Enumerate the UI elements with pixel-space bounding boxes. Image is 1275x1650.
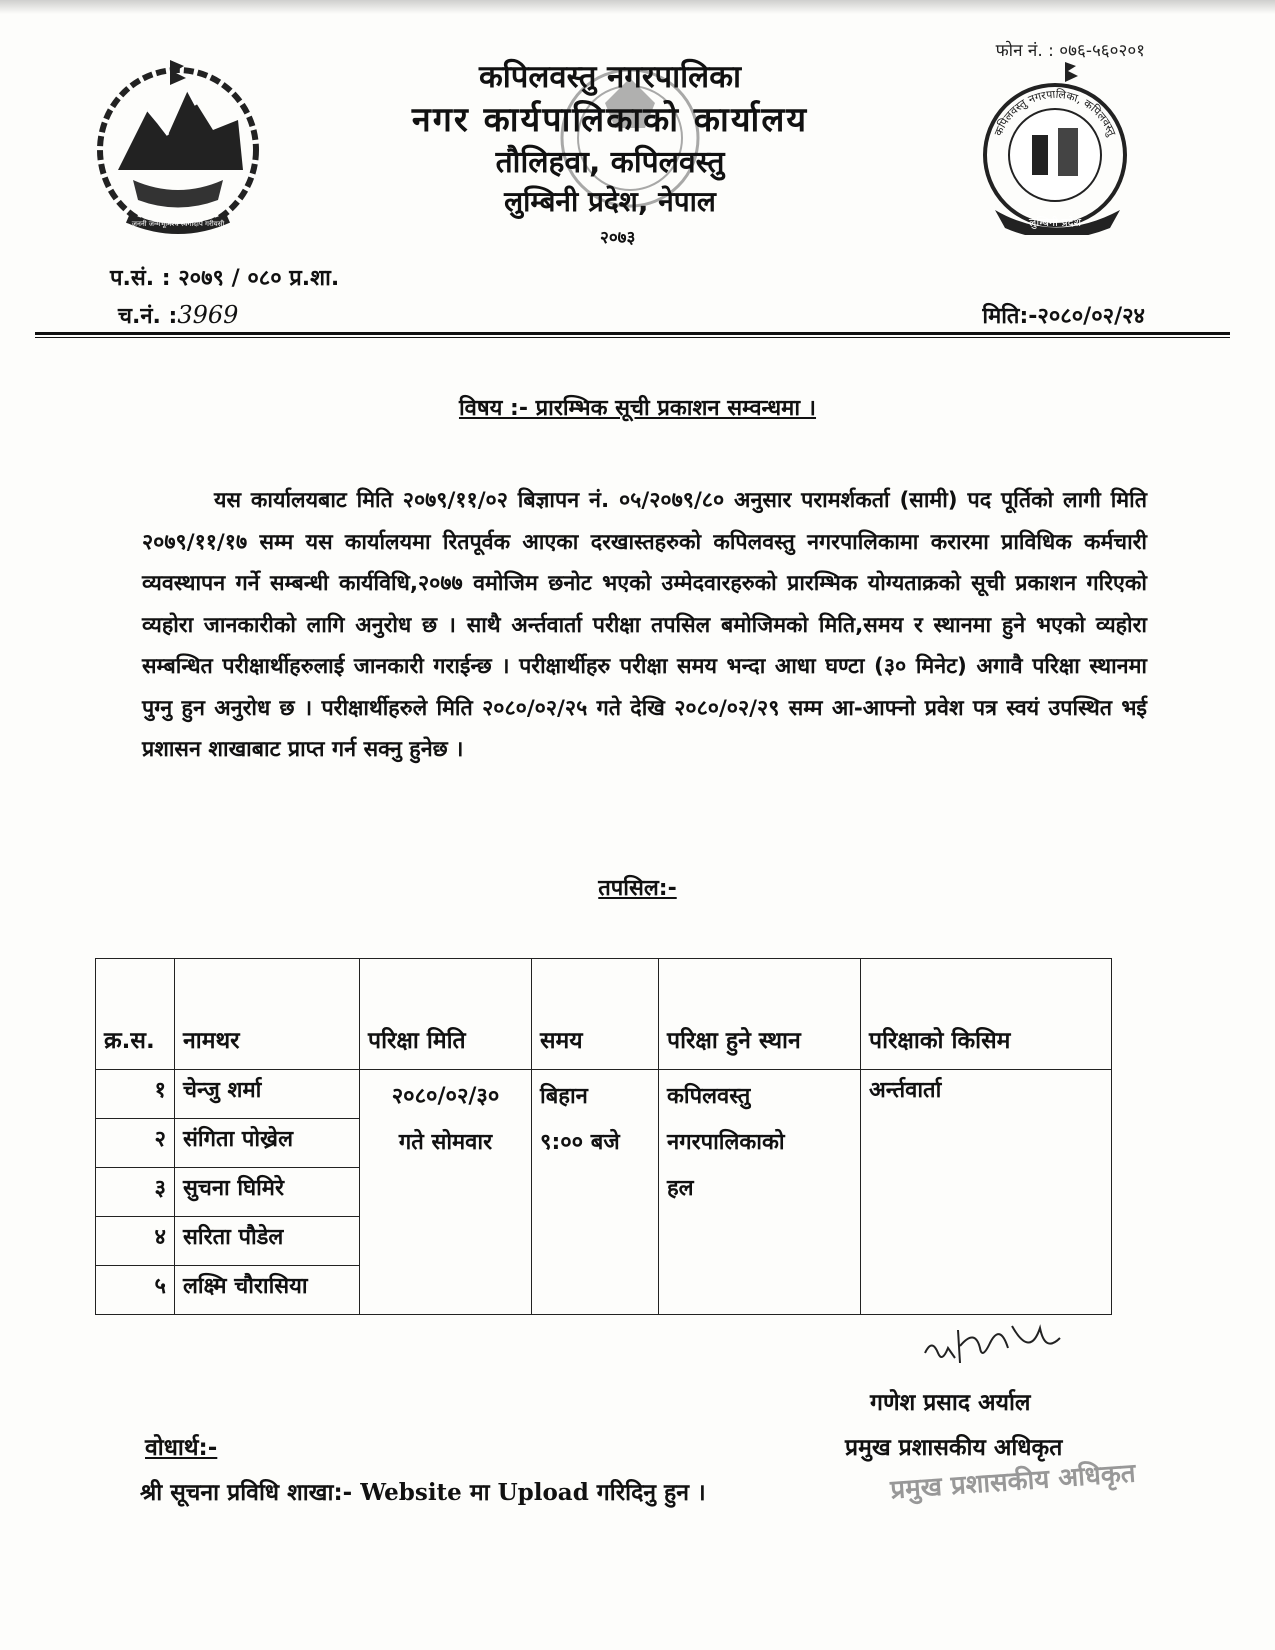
reference-number: प.सं. : २०७९ / ०८० प्र.शा. bbox=[110, 266, 340, 291]
recipient-website: Website bbox=[360, 1479, 462, 1506]
office-address: तौलिहवा, कपिलवस्तु bbox=[495, 145, 725, 181]
row-name: सरिता पौडेल bbox=[175, 1217, 360, 1266]
table-row bbox=[96, 1070, 1112, 1119]
recipient-ma: मा bbox=[469, 1480, 490, 1506]
subject-line bbox=[0, 392, 1275, 422]
exam-time: ९:०० बजे bbox=[540, 1130, 620, 1155]
col-header-venue: परिक्षा हुने स्थान bbox=[659, 959, 861, 1070]
candidate-table bbox=[95, 958, 1112, 1315]
subject-text: विषय :- प्रारम्भिक सूची प्रकाशन सम्वन्धमा । bbox=[458, 396, 817, 421]
row-sn: १ bbox=[96, 1070, 175, 1119]
col-header-exam-date: परिक्षा मिति bbox=[360, 959, 532, 1070]
office-name: नगर कार्यपालिकाको कार्यालय bbox=[411, 99, 809, 140]
exam-time-period: बिहान bbox=[540, 1084, 588, 1109]
recipient-upload: Upload bbox=[497, 1479, 589, 1506]
venue-line-3: हल bbox=[667, 1176, 694, 1201]
scan-shadow bbox=[0, 0, 1275, 14]
recipient-suffix: गरिदिनु हुन । bbox=[596, 1480, 706, 1506]
phone-number: फोन नं. : ०७६-५६०२०१ bbox=[995, 41, 1145, 61]
municipality-logo-icon bbox=[970, 60, 1145, 235]
exam-venue-cell bbox=[659, 1070, 861, 1315]
table-header-row bbox=[96, 959, 1112, 1070]
col-header-exam-type: परिक्षाको किसिम bbox=[861, 959, 1112, 1070]
letterhead bbox=[280, 58, 940, 223]
province-country: लुम्बिनी प्रदेश, नेपाल bbox=[504, 185, 716, 219]
exam-day: गते सोमवार bbox=[398, 1130, 493, 1155]
tapasil-heading bbox=[0, 872, 1275, 902]
exam-date-cell bbox=[360, 1070, 532, 1315]
exam-time-cell bbox=[532, 1070, 659, 1315]
logo-banner-text: लुम्बिनी प्रदेश bbox=[1028, 216, 1082, 229]
col-header-name: नामथर bbox=[175, 959, 360, 1070]
row-name: संगिता पोख्रेल bbox=[175, 1119, 360, 1168]
bodhartha-recipient bbox=[140, 1475, 706, 1507]
emblem-motto: जननी जन्मभूमिश्च स्वर्गादपि गरीयसी bbox=[131, 220, 225, 228]
letter-date: मिति:-२०८०/०२/२४ bbox=[982, 304, 1145, 329]
venue-line-2: नगरपालिकाको bbox=[667, 1130, 785, 1155]
challan-value: 3969 bbox=[177, 301, 239, 329]
row-sn: २ bbox=[96, 1119, 175, 1168]
row-sn: ५ bbox=[96, 1266, 175, 1315]
row-sn: ३ bbox=[96, 1168, 175, 1217]
row-sn: ४ bbox=[96, 1217, 175, 1266]
row-name: लक्ष्मि चौरासिया bbox=[175, 1266, 360, 1315]
row-name: सुचना घिमिरे bbox=[175, 1168, 360, 1217]
header-divider-thin bbox=[35, 337, 1230, 338]
signatory-name: गणेश प्रसाद अर्याल bbox=[870, 1390, 1031, 1416]
signatory-designation: प्रमुख प्रशासकीय अधिकृत bbox=[845, 1435, 1063, 1461]
challan-label: च.नं. : bbox=[118, 304, 178, 329]
notice-body: यस कार्यालयबाट मिति २०७९/११/०२ बिज्ञापन नं. ०५/२०७९/८० अनुसार परामर्शकर्ता (सामी) पद पूर्तिको लागी मिति २०७९/११/१७ सम्म यस कार्यालयमा रितपूर्वक आएका दरखास्तहरुको कपिलवस्तु नगरपालिकामा करारमा प्राविधिक कर्मचारी व्यवस्थापन गर्ने सम्बन्धी कार्यविधि,२०७७ वमोजिम छनोट भएको उम्मेदवारहरुको प्रारम्भिक योग्यताक्रको सूची प्रकाशन गरिएको व्यहोरा जानकारीको लागि अनुरोध छ । साथै अर्न्तवार्ता परीक्षा तपसिल बमोजिमको मिति,समय र स्थानमा हुने भएको व्यहोरा सम्बन्धित परीक्षार्थीहरुलाई जानकारी गराईन्छ । परीक्षार्थीहरु परीक्षा समय भन्दा आधा घण्टा (३० मिनेट) अगावै परिक्षा स्थानमा पुग्नु हुन अनुरोध छ । परीक्षार्थीहरुले मिति २०८०/०२/२५ गते देखि २०८०/०२/२९ सम्म आ-आफ्नो प्रवेश पत्र स्वयं उपस्थित भई प्रशासन शाखाबाट प्राप्त गर्न सक्नु हुनेछ । bbox=[142, 488, 1147, 762]
challan-number bbox=[118, 300, 238, 330]
row-name: चेन्जु शर्मा bbox=[175, 1070, 360, 1119]
exam-type-cell bbox=[861, 1070, 1112, 1315]
seal-year: २०७३ bbox=[600, 228, 636, 248]
recipient-prefix: श्री सूचना प्रविधि शाखा:- bbox=[140, 1480, 353, 1506]
bodhartha-label: वोधार्थ:- bbox=[145, 1435, 218, 1461]
nepal-emblem-icon bbox=[88, 50, 268, 240]
municipality-name: कपिलवस्तु नगरपालिका bbox=[478, 59, 742, 95]
exam-type: अर्न्तवार्ता bbox=[869, 1078, 942, 1103]
exam-date: २०८०/०२/३० bbox=[391, 1084, 500, 1109]
logo-ring-text: कपिलवस्तु नगरपालिका, कपिलवस्तु bbox=[991, 87, 1119, 138]
col-header-sn: क्र.स. bbox=[96, 959, 175, 1070]
venue-line-1: कपिलवस्तु bbox=[667, 1084, 751, 1109]
header-divider bbox=[35, 332, 1230, 335]
handwritten-signature bbox=[920, 1318, 1070, 1373]
col-header-time: समय bbox=[532, 959, 659, 1070]
designation-stamp: प्रमुख प्रशासकीय अधिकृत bbox=[889, 1458, 1137, 1506]
tapasil-text: तपसिल:- bbox=[598, 876, 677, 901]
